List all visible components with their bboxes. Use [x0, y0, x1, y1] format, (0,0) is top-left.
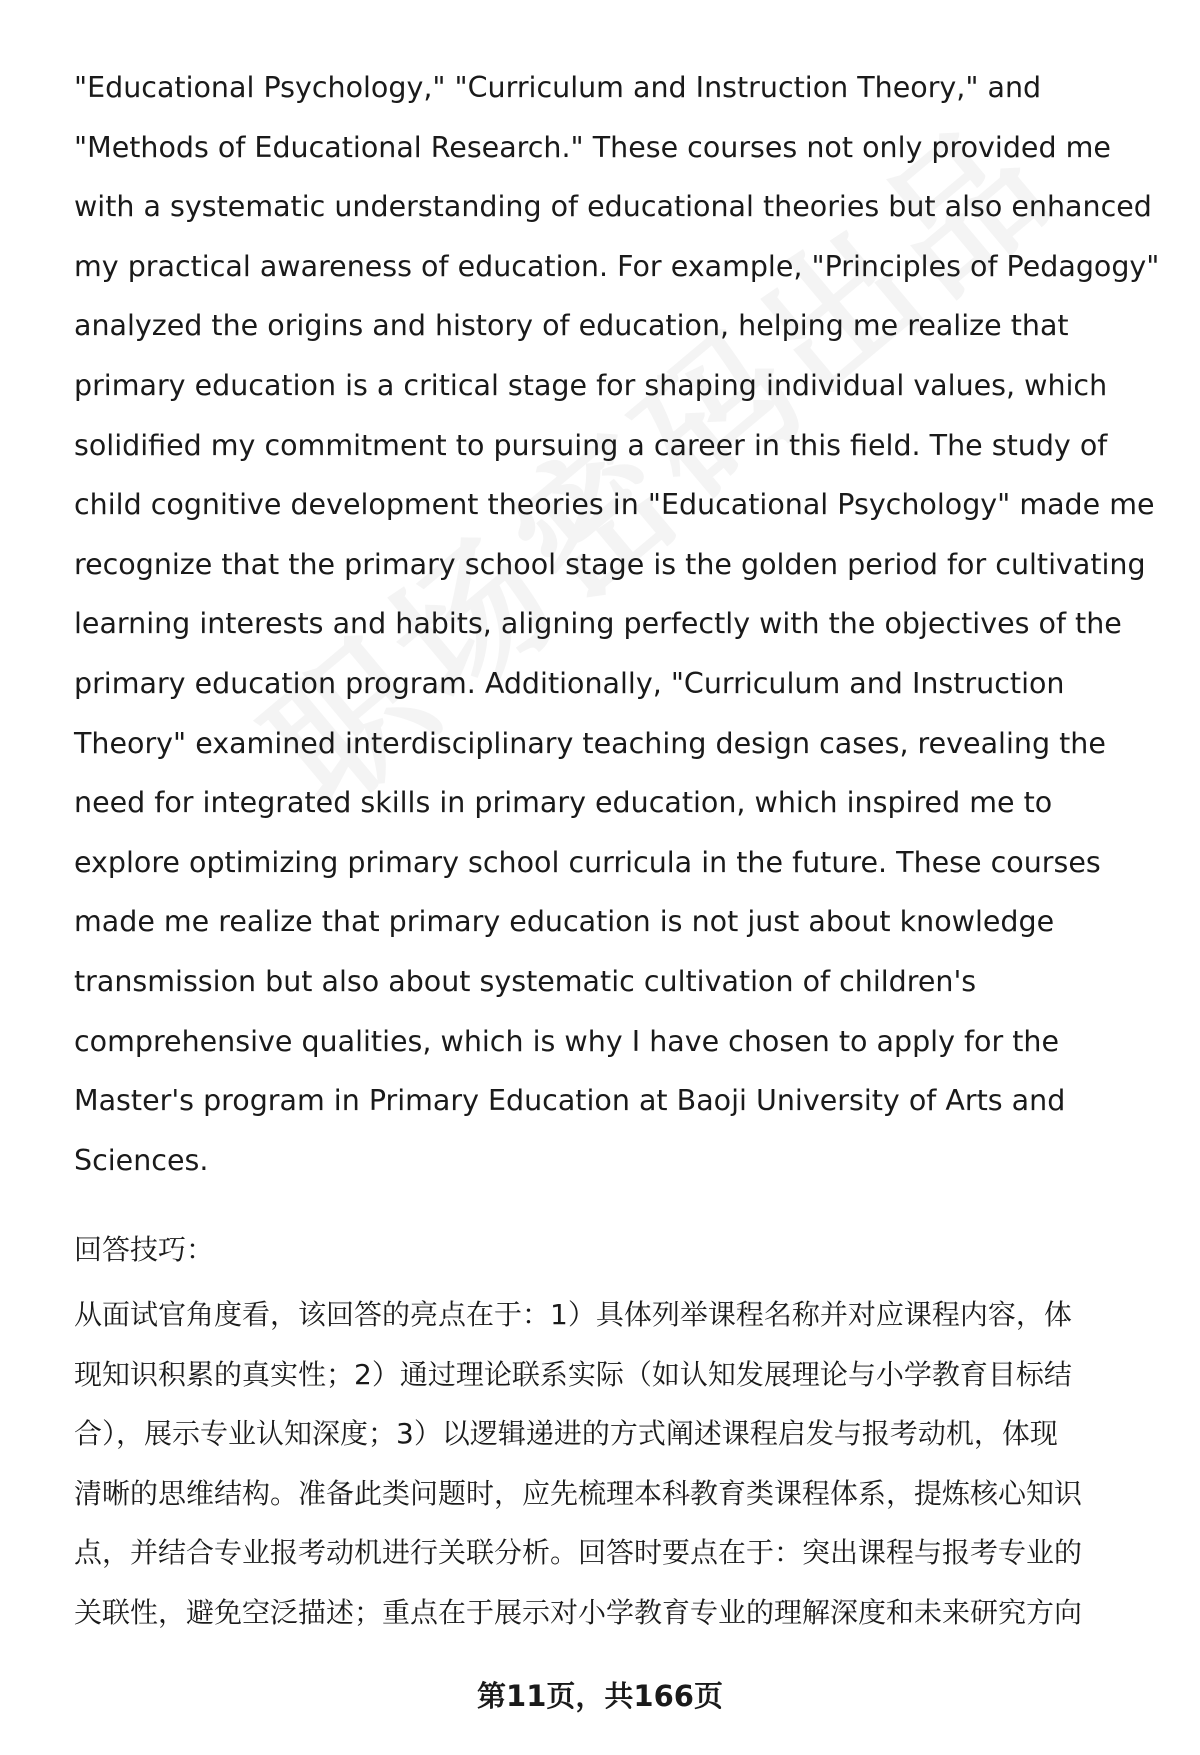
paragraph-line: explore optimizing primary school curricula in the future. These courses	[74, 845, 1101, 879]
paragraph-line: Sciences.	[74, 1143, 209, 1177]
tips-line: 关联性，避免空泛描述；重点在于展示对小学教育专业的理解深度和未来研究方向	[74, 1595, 1083, 1629]
paragraph-line: transmission but also about systematic cultivation of children's	[74, 964, 977, 998]
paragraph-line: primary education program. Additionally, "Curriculum and Instruction	[74, 666, 1065, 700]
paragraph-line: solidified my commitment to pursuing a career in this field. The study of	[74, 428, 1108, 462]
tips-line: 合），展示专业认知深度；3）以逻辑递进的方式阐述课程启发与报考动机，体现	[74, 1417, 1058, 1450]
paragraph-line: my practical awareness of education. For example, "Principles of Pedagogy"	[74, 249, 1160, 283]
paragraph-line: with a systematic understanding of educational theories but also enhanced	[74, 190, 1152, 224]
paragraph-line: Theory" examined interdisciplinary teaching design cases, revealing the	[74, 726, 1106, 760]
tips-line: 清晰的思维结构。准备此类问题时，应先梳理本科教育类课程体系，提炼核心知识	[74, 1476, 1083, 1510]
paragraph-line: "Methods of Educational Research." These courses not only provided me	[74, 130, 1111, 164]
tips-line: 点，并结合专业报考动机进行关联分析。回答时要点在于：突出课程与报考专业的	[74, 1536, 1083, 1569]
english-paragraph	[74, 58, 1164, 1190]
tips-line: 从面试官角度看，该回答的亮点在于：1）具体列举课程名称并对应课程内容，体	[74, 1298, 1072, 1331]
paragraph-line: child cognitive development theories in "Educational Psychology" made me	[74, 488, 1155, 522]
tips-heading: 回答技巧：	[74, 1233, 215, 1266]
paragraph-line: Master's program in Primary Education at Baoji University of Arts and	[74, 1084, 1066, 1118]
paragraph-line: analyzed the origins and history of education, helping me realize that	[74, 309, 1069, 343]
paragraph-line: primary education is a critical stage for shaping individual values, which	[74, 368, 1108, 402]
paragraph-line: "Educational Psychology," "Curriculum and Instruction Theory," and	[74, 71, 1042, 104]
tips-line: 现知识积累的真实性；2）通过理论联系实际（如认知发展理论与小学教育目标结	[74, 1357, 1072, 1391]
paragraph-line: learning interests and habits, aligning perfectly with the objectives of the	[74, 607, 1122, 641]
paragraph-line: comprehensive qualities, which is why I have chosen to apply for the	[74, 1024, 1060, 1058]
paragraph-line: made me realize that primary education is not just about knowledge	[74, 905, 1055, 939]
paragraph-line: need for integrated skills in primary education, which inspired me to	[74, 786, 1053, 820]
paragraph-line: recognize that the primary school stage is the golden period for cultivating	[74, 547, 1146, 581]
tips-paragraph	[74, 1285, 1154, 1642]
page-number: 第11页，共166页	[477, 1679, 723, 1713]
